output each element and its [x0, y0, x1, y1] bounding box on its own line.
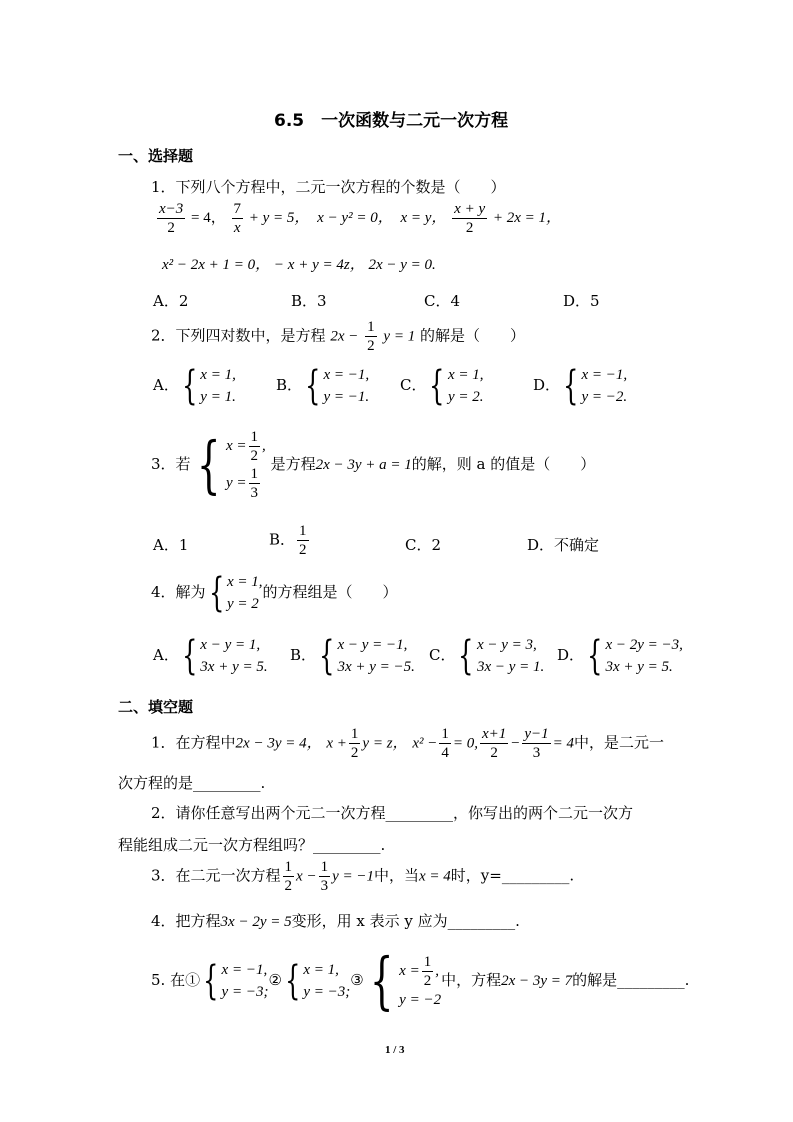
fill-q1-line2: 次方程的是_________. — [118, 774, 266, 792]
brace-icon: { — [203, 958, 219, 1004]
q2-stem: 2．下列四对数中，是方程 2x − $\frac{1}{2}$ y = 1 的解是（ ） — [151, 319, 525, 354]
brace-icon: { — [587, 633, 603, 679]
q3-option-a[interactable]: A．1 — [153, 536, 189, 554]
section-heading-choice: 一、选择题 — [118, 147, 194, 165]
q3-option-c[interactable]: C．2 — [405, 536, 442, 554]
page-title: 6.5 一次函数与二元一次方程 — [274, 111, 509, 131]
brace-icon: { — [563, 363, 579, 409]
brace-icon: { — [196, 428, 221, 501]
brace-icon: { — [369, 944, 394, 1017]
q3-option-b[interactable]: B． $\frac{1}{2}$ — [269, 523, 307, 558]
q1-option-c[interactable]: C．4 — [424, 292, 461, 310]
q2-option-d[interactable]: D．{ x = −1, y = −2. — [533, 363, 628, 409]
brace-icon: { — [319, 633, 335, 679]
q1-option-b[interactable]: B．3 — [291, 292, 327, 310]
q3-option-d[interactable]: D．不确定 — [527, 536, 600, 554]
brace-icon: { — [181, 633, 198, 679]
q1-stem: 1．下列八个方程中，二元一次方程的个数是（ ） — [151, 178, 506, 196]
q3-stem: 3．若{ x = $\frac{1}{2}$ , y = $\frac{1}{3}$ 是方程2x − 3y + a = 1的解，则 a 的值是（ ） — [151, 428, 596, 501]
q4-option-b[interactable]: B．{ x − y = −1, 3x + y = −5. — [290, 633, 415, 679]
fill-q2-line2: 程能组成二元一次方程组吗？_________. — [118, 836, 386, 854]
q4-option-a[interactable]: A．{ x − y = 1, 3x + y = 5. — [153, 633, 268, 679]
q2-option-a[interactable]: A．{ x = 1, y = 1. — [153, 363, 236, 409]
fill-q5: 5. 在①{ x = −1, y = −3; ②{ x = 1, y = −3; ③{ x = $\frac{1}{2}$ , y = −2 中，方程2x − 3y = 7的解是_________. — [151, 944, 690, 1017]
brace-icon: { — [284, 958, 301, 1004]
q1-option-a[interactable]: A．2 — [153, 292, 189, 310]
brace-icon: { — [208, 570, 224, 616]
brace-icon: { — [429, 363, 445, 409]
fill-q1: 1．在方程中2x − 3y = 4， x + $\frac{1}{2}$ y = z， x² − $\frac{1}{4}$ = 0, $\frac{x+1}{2}$ − $\frac{y-1}{3}$ = 4中，是二元一 — [151, 726, 665, 761]
q4-option-c[interactable]: C．{ x − y = 3, 3x − y = 1. — [429, 633, 545, 679]
brace-icon: { — [458, 633, 474, 679]
brace-icon: { — [181, 363, 198, 409]
section-heading-fill: 二、填空题 — [118, 698, 194, 716]
brace-icon: { — [305, 363, 321, 409]
fill-q4: 4．把方程3x − 2y = 5变形，用 x 表示 y 应为_________. — [151, 912, 520, 930]
q2-option-b[interactable]: B．{ x = −1, y = −1. — [276, 363, 370, 409]
fill-q2-line1: 2．请你任意写出两个元二一次方程_________，你写出的两个二元一次方 — [151, 804, 634, 822]
q4-stem: 4．解为{ x = 1, y = 2 的方程组是（ ） — [151, 570, 398, 616]
page-number: 1 / 3 — [385, 1044, 405, 1056]
q2-option-c[interactable]: C．{ x = 1, y = 2. — [400, 363, 484, 409]
q4-option-d[interactable]: D．{ x − 2y = −3, 3x + y = 5. — [557, 633, 683, 679]
fill-q3: 3．在二元一次方程 $\frac{1}{2}$ x − $\frac{1}{3}$ y = −1中，当x = 4时，y=_________. — [151, 859, 575, 894]
q1-equations: $\frac{x-3}{2}$ = 4， $\frac{7}{x}$ + y = 5， x − y² = 0， x = y， $\frac{x + y}{2}$ + 2x = 1， — [159, 201, 562, 236]
q1-equations-line2: x² − 2x + 1 = 0， − x + y = 4z， 2x − y = 0. — [162, 257, 436, 273]
q1-option-d[interactable]: D．5 — [563, 292, 600, 310]
